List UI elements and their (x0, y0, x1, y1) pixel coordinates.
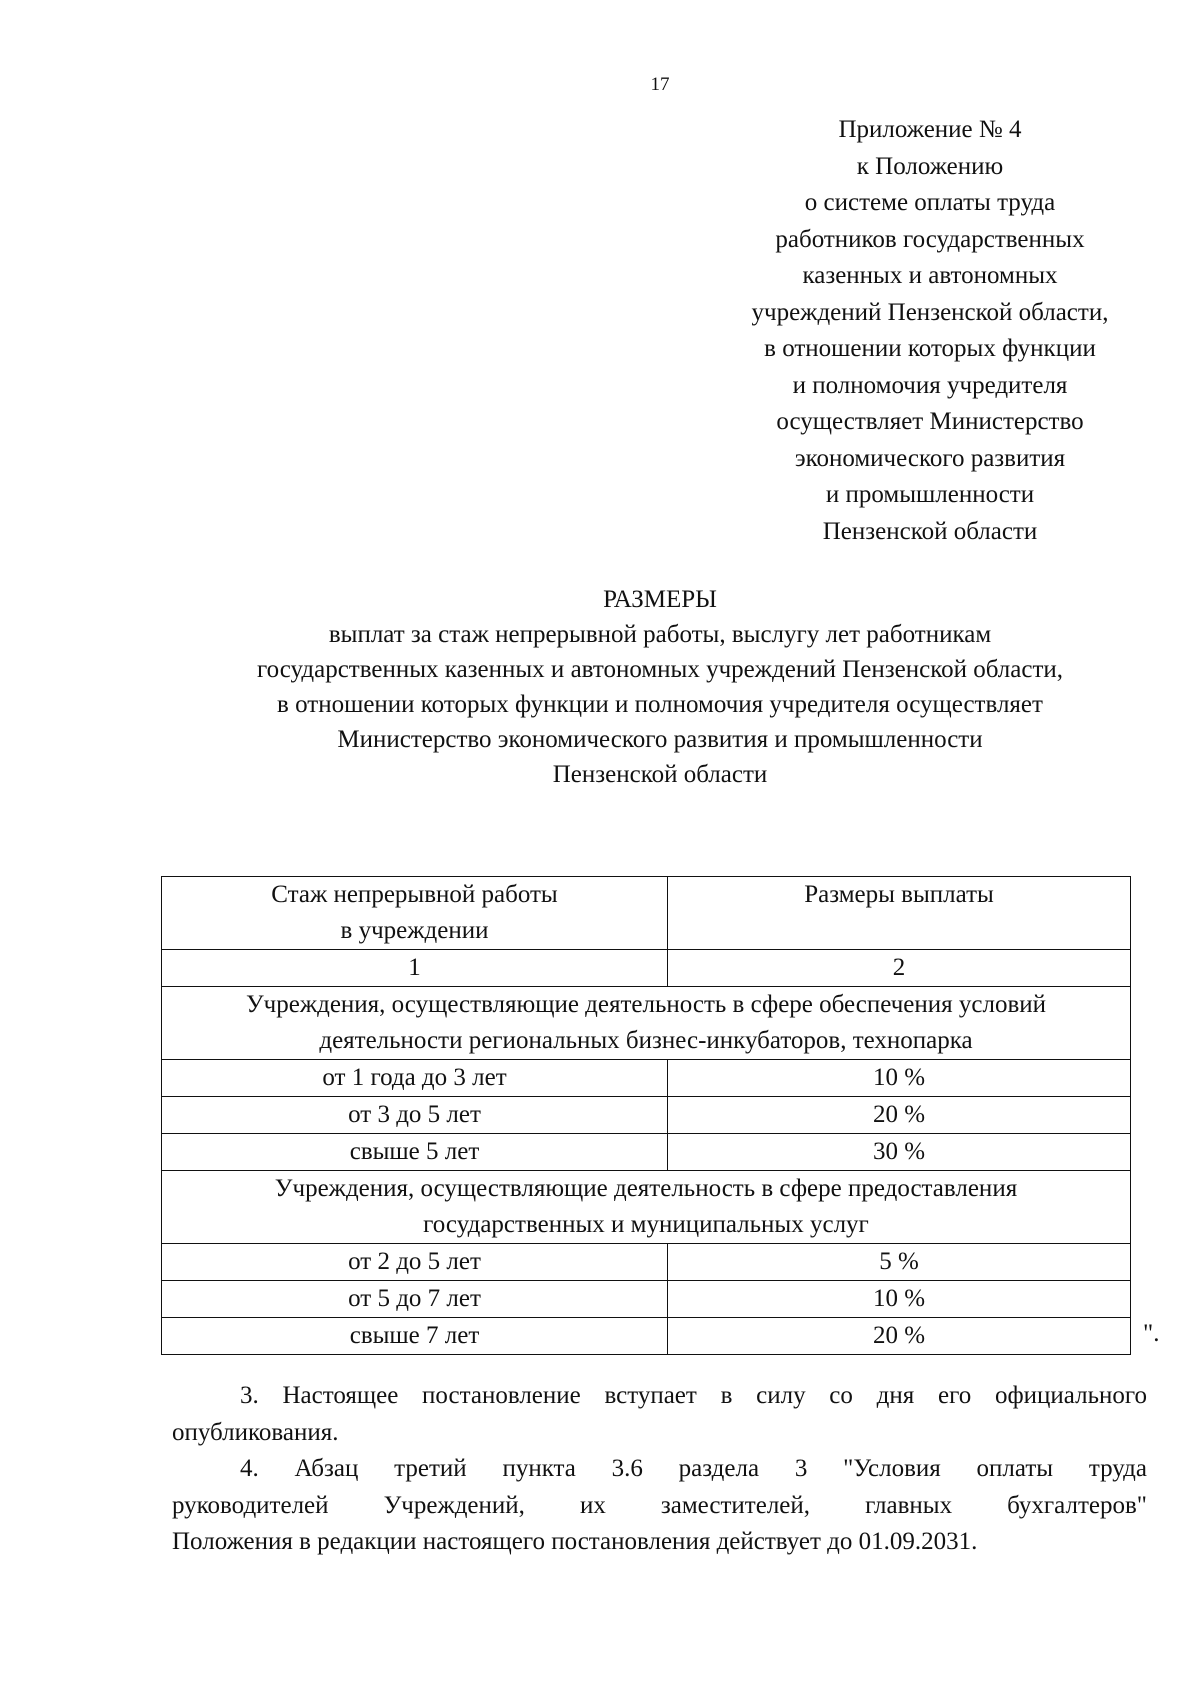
period-cell: свыше 7 лет (162, 1318, 668, 1355)
period-cell: от 5 до 7 лет (162, 1281, 668, 1318)
period-cell: свыше 5 лет (162, 1134, 668, 1171)
appendix-line: и полномочия учредителя (792, 371, 1068, 399)
paragraph-line: опубликования. (172, 1418, 339, 1446)
section-row (162, 1171, 1131, 1244)
appendix-line: Пензенской области (822, 517, 1038, 545)
paragraph-line: 3. Настоящее постановление вступает в силу со дня его официального (240, 1382, 1147, 1409)
appendix-line: экономического развития (794, 444, 1066, 472)
header-cell-amount: Размеры выплаты (668, 877, 1131, 950)
table-row (162, 1097, 1131, 1134)
title-line: Министерство экономического развития и промышленности (337, 726, 983, 753)
appendix-header (700, 112, 1160, 550)
table-row (162, 1060, 1131, 1097)
column-number-row (162, 950, 1131, 987)
appendix-line: и промышленности (825, 481, 1035, 508)
paragraph-line: 4. Абзац третий пункта 3.6 раздела 3 "Условия оплаты труда (240, 1455, 1147, 1482)
section-title-line: Учреждения, осуществляющие деятельность в сфере обеспечения условий (245, 991, 1047, 1018)
section-title-line: Учреждения, осуществляющие деятельность в сфере предоставления (274, 1175, 1018, 1202)
paragraph-3 (172, 1378, 1147, 1451)
section-title (162, 987, 1131, 1060)
amount-cell: 20 % (668, 1318, 1131, 1355)
table-row (162, 1134, 1131, 1171)
appendix-line: осуществляет Министерство (776, 408, 1084, 435)
section-title-line: государственных и муниципальных услуг (423, 1211, 869, 1238)
payment-table (161, 876, 1131, 1355)
amount-cell: 20 % (668, 1097, 1131, 1134)
appendix-line: к Положению (856, 152, 1004, 180)
section-title-line: деятельности региональных бизнес-инкубаторов, технопарка (319, 1027, 973, 1054)
table-row (162, 1281, 1131, 1318)
header-cell-experience (162, 877, 668, 950)
paragraph-line: Положения в редакции настоящего постановления действует до 01.09.2031. (172, 1528, 978, 1555)
column-number: 2 (668, 950, 1131, 987)
appendix-line: Приложение № 4 (838, 116, 1022, 143)
header-text: в учреждении (340, 917, 489, 944)
amount-cell: 10 % (668, 1281, 1131, 1318)
table-row (162, 1244, 1131, 1281)
section-row (162, 987, 1131, 1060)
title-line: государственных казенных и автономных учреждений Пензенской области, (256, 656, 1064, 683)
amount-cell: 30 % (668, 1134, 1131, 1171)
table-row (162, 1318, 1131, 1355)
paragraph-4 (172, 1451, 1147, 1561)
header-text: Стаж непрерывной работы (271, 881, 558, 908)
appendix-line: казенных и автономных (802, 262, 1058, 289)
period-cell: от 2 до 5 лет (162, 1244, 668, 1281)
page-number: 17 (650, 74, 670, 95)
document-title (160, 582, 1160, 792)
appendix-line: работников государственных (775, 225, 1085, 253)
amount-cell: 5 % (668, 1244, 1131, 1281)
title-heading: РАЗМЕРЫ (603, 586, 717, 613)
closing-quote: ". (1143, 1320, 1160, 1347)
title-line: Пензенской области (552, 761, 768, 788)
title-line: в отношении которых функции и полномочия учредителя осуществляет (277, 691, 1043, 718)
appendix-line: учреждений Пензенской области, (751, 298, 1109, 326)
title-line: выплат за стаж непрерывной работы, выслугу лет работникам (328, 621, 992, 648)
table-header-row (162, 877, 1131, 950)
amount-cell: 10 % (668, 1060, 1131, 1097)
appendix-line: о системе оплаты труда (804, 189, 1056, 216)
paragraph-line: руководителей Учреждений, их заместителей, главных бухгалтеров" (172, 1491, 1147, 1519)
period-cell: от 1 года до 3 лет (162, 1060, 668, 1097)
appendix-line: в отношении которых функции (764, 335, 1096, 362)
section-title (162, 1171, 1131, 1244)
column-number: 1 (162, 950, 668, 987)
period-cell: от 3 до 5 лет (162, 1097, 668, 1134)
